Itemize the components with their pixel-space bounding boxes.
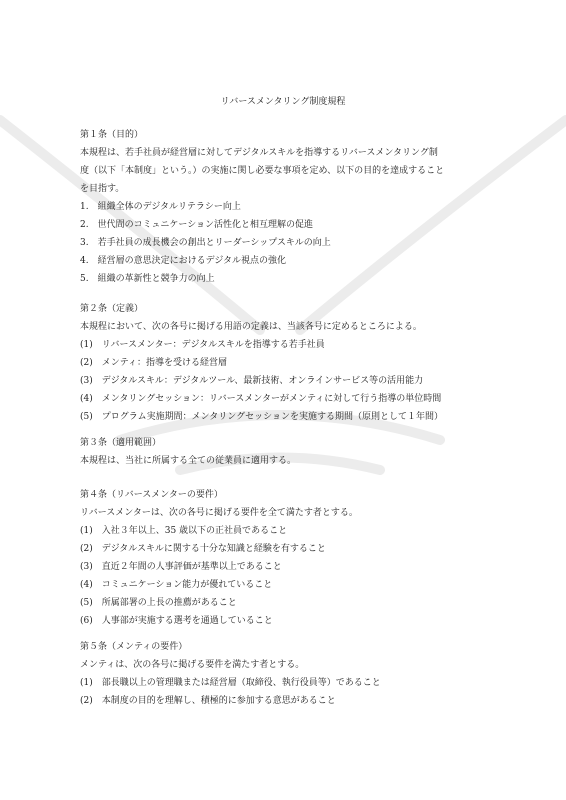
list-item: (2) 本制度の目的を理解し、積極的に参加する意思があること bbox=[80, 696, 336, 706]
article-2 bbox=[80, 300, 500, 426]
article-heading: 第２条（定義） bbox=[80, 304, 144, 314]
list-item: (6) 人事部が実施する選考を通過していること bbox=[80, 616, 273, 626]
list-item: 5. 組織の革新性と競争力の向上 bbox=[80, 274, 215, 284]
article-body-line: 本規程は、若手社員が経営層に対してデジタルスキルを指導するリバースメンタリング制 bbox=[80, 148, 438, 158]
article-body-line: 本規程は、当社に所属する全ての従業員に適用する。 bbox=[80, 456, 297, 466]
list-item: (1) リバースメンター：デジタルスキルを指導する若手社員 bbox=[80, 340, 325, 350]
list-item: (5) プログラム実施期間：メンタリングセッションを実施する期間（原則として１年間） bbox=[80, 412, 443, 422]
list-item: (5) 所属部署の上長の推薦があること bbox=[80, 598, 237, 608]
article-body-line: 度（以下「本制度」という。）の実施に関し必要な事項を定め、以下の目的を達成すること bbox=[80, 166, 445, 176]
list-item: (4) メンタリングセッション：リバースメンターがメンティに対して行う指導の単位時間 bbox=[80, 394, 442, 404]
article-heading: 第５条（メンティの要件） bbox=[80, 642, 188, 652]
article-heading: 第３条（適用範囲） bbox=[80, 438, 162, 448]
document-title: リバースメンタリング制度規程 bbox=[220, 97, 346, 107]
article-3 bbox=[80, 434, 500, 470]
article-1 bbox=[80, 126, 500, 288]
list-item: 1. 組織全体のデジタルリテラシー向上 bbox=[80, 202, 241, 212]
list-item: (3) 直近２年間の人事評価が基準以上であること bbox=[80, 562, 282, 572]
article-5 bbox=[80, 638, 500, 710]
list-item: (2) デジタルスキルに関する十分な知識と経験を有すること bbox=[80, 544, 326, 554]
article-heading: 第１条（目的） bbox=[80, 130, 144, 140]
article-heading: 第４条（リバースメンターの要件） bbox=[80, 490, 223, 500]
article-4 bbox=[80, 486, 500, 630]
article-body-line: 本規程において、次の各号に掲げる用語の定義は、当該各号に定めるところによる。 bbox=[80, 322, 422, 332]
list-item: (1) 部長職以上の管理職または経営層（取締役、執行役員等）であること bbox=[80, 678, 381, 688]
list-item: (2) メンティ：指導を受ける経営層 bbox=[80, 358, 228, 368]
list-item: (4) コミュニケーション能力が優れていること bbox=[80, 580, 273, 590]
article-body-line: リバースメンターは、次の各号に掲げる要件を全て満たす者とする。 bbox=[80, 508, 358, 518]
list-item: (1) 入社３年以上、35 歳以下の正社員であること bbox=[80, 526, 288, 536]
list-item: 3. 若手社員の成長機会の創出とリーダーシップスキルの向上 bbox=[80, 238, 331, 248]
list-item: 4. 経営層の意思決定におけるデジタル視点の強化 bbox=[80, 256, 287, 266]
article-body-line: メンティは、次の各号に掲げる要件を満たす者とする。 bbox=[80, 660, 305, 670]
list-item: (3) デジタルスキル：デジタルツール、最新技術、オンラインサービス等の活用能力 bbox=[80, 376, 424, 386]
article-body-line: を目指す。 bbox=[80, 184, 125, 194]
list-item: 2. 世代間のコミュニケーション活性化と相互理解の促進 bbox=[80, 220, 314, 230]
